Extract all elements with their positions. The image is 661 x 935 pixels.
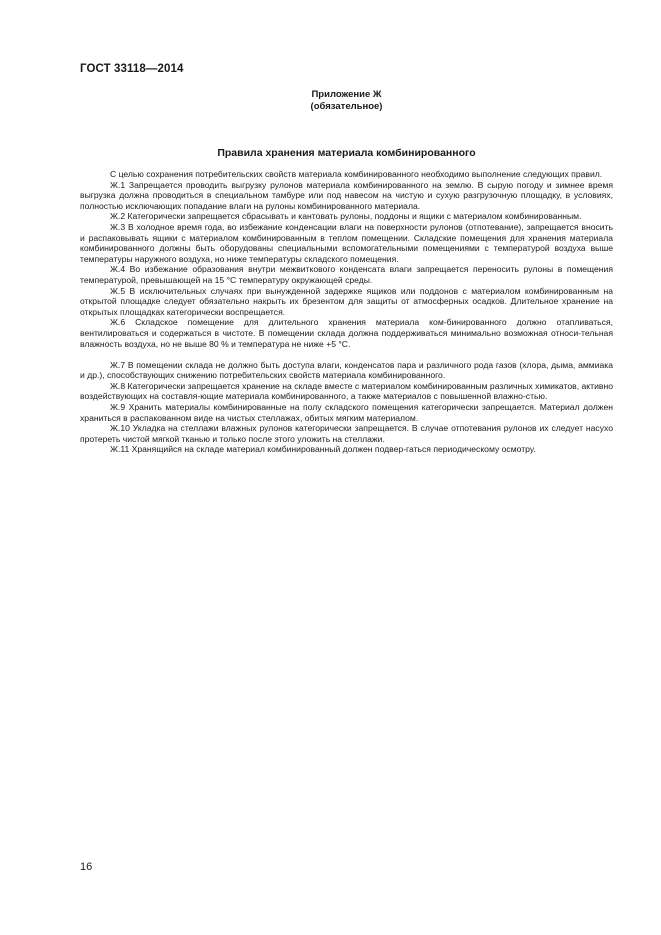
paragraph-zh9: Ж.9 Хранить материалы комбинированные на полу складского помещения категорически запрещается. Материал должен храниться в распакованном виде на чистых стеллажах, обитых мягким материалом. — [80, 402, 613, 423]
paragraph-zh3: Ж.3 В холодное время года, во избежание конденсации влаги на поверхности рулонов (отпотевание), запрещается вносить и распаковывать ящики с материалом комбинированным в теплом помещении. Складские помещения для хранения материала комбинированного должны быть оборудованы специальными вспомогательными помещениями с температурой воздуха выше температуры наружного воздуха, но ниже температуры складского помещения. — [80, 221, 613, 264]
appendix-status: (обязательное) — [310, 101, 383, 112]
appendix-heading — [0, 89, 661, 113]
paragraph-zh1: Ж.1 Запрещается проводить выгрузку рулонов материала комбинированного на землю. В сырую погоду и зимнее время выгрузка должна проводиться в специальном тамбуре или под навесом на чистую и сухую разгрузочную площадку, в условиях, полностью исключающих попадание влаги на рулоны комбинированного материала. — [80, 179, 613, 211]
paragraph-zh10: Ж.10 Укладка на стеллажи влажных рулонов категорически запрещается. В случае отпотевания рулонов их следует насухо протереть чистой мягкой тканью и только после этого уложить на стеллажи. — [80, 423, 613, 444]
paragraph-zh2: Ж.2 Категорически запрещается сбрасывать и кантовать рулоны, поддоны и ящики с материалом комбинированным. — [110, 211, 582, 222]
paragraph-intro: С целью сохранения потребительских свойств материала комбинированного необходимо выполнение следующих правил. — [110, 169, 603, 179]
paragraph-zh6: Ж.6 Складское помещение для длительного хранения материала ком-бинированного должно отапливаться, вентилироваться и содержаться в чистоте. В помещении склада должна поддерживаться минимально возможная относи-тельная влажность воздуха, но не выше 80 % и температура не ниже +5 °С. — [80, 317, 613, 349]
paragraph-zh11: Ж.11 Хранящийся на складе материал комбинированный должен подвер-гаться периодическому осмотру. — [110, 444, 536, 455]
paragraph-zh4: Ж.4 Во избежание образования внутри межвиткового конденсата влаги запрещается переносить рулоны в помещения температурой, превышающей на 15 °С температуру окружающей среды. — [80, 264, 613, 285]
appendix-title: Приложение Ж — [311, 89, 382, 100]
paragraph-zh8: Ж.8 Категорически запрещается хранение на складе вместе с материалом комбинированным различных химикатов, активно воздействующих на составля-ющие материала комбинированного, а также материалов с повышенной влажно-стью. — [80, 380, 613, 402]
paragraph-zh7: Ж.7 В помещении склада не должно быть доступа влаги, конденсатов пара и различного рода газов (хлора, дыма, аммиака и др.), способствующих снижению потребительских свойств материала комбинированного. — [80, 359, 613, 381]
document-title: Правила хранения материала комбинированного — [217, 147, 476, 159]
paragraph-zh5: Ж.5 В исключительных случаях при вынужденной задержке ящиков или поддонов с материалом комбинированным на открытой площадке следует обязательно накрыть их брезентом для защиты от атмосферных осадков. Длительное хранение на открытых площадках категорически воспрещается. — [80, 285, 613, 317]
page-number: 16 — [80, 861, 93, 873]
standard-code: ГОСТ 33118—2014 — [80, 63, 184, 75]
document-body — [80, 169, 613, 455]
